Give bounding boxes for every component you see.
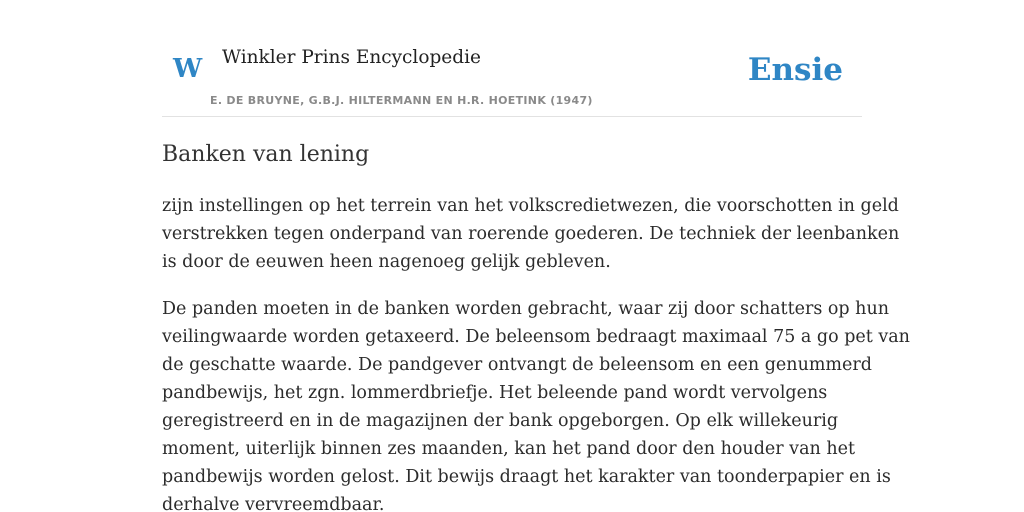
paragraph-line: pandbewijs worden gelost. Dit bewijs draagt het karakter van toonderpapier en is	[162, 467, 891, 487]
article-paragraph	[162, 295, 910, 512]
paragraph-line: geregistreerd en in de magazijnen der bank opgeborgen. Op elk willekeurig	[162, 411, 839, 431]
paragraph-line: moment, uiterlijk binnen zes maanden, kan het pand door den houder van het	[162, 439, 855, 459]
paragraph-line: verstrekken tegen onderpand van roerende goederen. De techniek der leenbanken	[162, 224, 900, 244]
ensie-logo[interactable]: Ensie	[747, 52, 843, 88]
paragraph-line: derhalve vervreemdbaar.	[162, 495, 385, 512]
paragraph-line: veilingwaarde worden getaxeerd. De beleensom bedraagt maximaal 75 a go pet van	[162, 327, 910, 347]
paragraph-line: pandbewijs, het zgn. lommerdbriefje. Het beleende pand wordt vervolgens	[162, 383, 828, 403]
article-title: Banken van lening	[162, 142, 370, 167]
publication-authors: E. DE BRUYNE, G.B.J. HILTERMANN EN H.R. HOETINK (1947)	[210, 94, 593, 107]
site-header	[162, 0, 862, 117]
article-paragraph	[162, 192, 900, 276]
publication-logo[interactable]: W	[173, 54, 203, 84]
article	[162, 138, 910, 512]
paragraph-line: zijn instellingen op het terrein van het volkscredietwezen, die voorschotten in geld	[162, 196, 899, 216]
paragraph-line: De panden moeten in de banken worden gebracht, waar zij door schatters op hun	[162, 299, 889, 319]
paragraph-line: de geschatte waarde. De pandgever ontvangt de beleensom en een genummerd	[162, 355, 872, 375]
paragraph-line: is door de eeuwen heen nagenoeg gelijk gebleven.	[162, 252, 611, 272]
publication-title[interactable]: Winkler Prins Encyclopedie	[222, 47, 481, 68]
